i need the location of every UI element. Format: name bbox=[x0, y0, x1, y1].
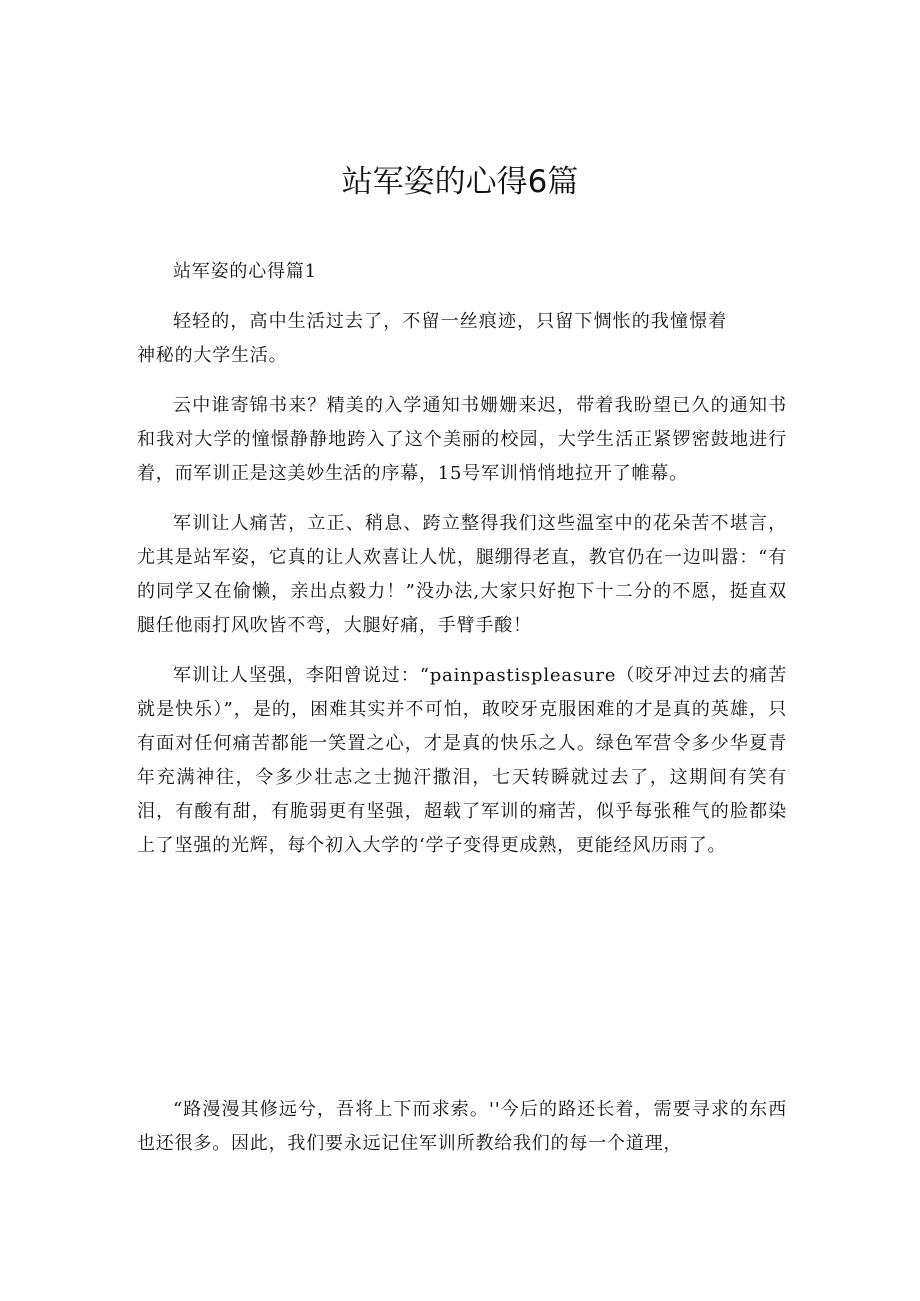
document-body-continued bbox=[137, 1093, 787, 1161]
document-body bbox=[137, 255, 787, 863]
section-heading: 站军姿的心得篇1 bbox=[173, 261, 317, 282]
paragraph-4: 军训让人坚强，李阳曾说过：“painpastispleasure（咬牙冲过去的痛苦就是快乐）”，是的，困难其实并不可怕，敢咬牙克服困难的才是真的英雄，只有面对任何痛苦都能一笑置之心，才是真的快乐之人。绿色军营令多少华夏青年充满神往，令多少壮志之士抛汗撒泪，七天转瞬就过去了，这期间有笑有泪，有酸有甜，有脆弱更有坚强，超载了军训的痛苦，似乎每张稚气的脸都染上了坚强的光辉，每个初入大学的‘学子变得更成熟，更能经风历雨了。 bbox=[137, 665, 787, 856]
document-title: 站军姿的心得6篇 bbox=[341, 164, 579, 200]
paragraph-3: 军训让人痛苦，立正、稍息、跨立整得我们这些温室中的花朵苦不堪言，尤其是站军姿，它真的让人欢喜让人忧，腿绷得老直，教官仍在一边叫嚣：“有的同学又在偷懒，亲出点毅力！”没办法,大家只好抱下十二分的不愿，挺直双腿任他雨打风吹皆不弯，大腿好痛，手臂手酸！ bbox=[137, 513, 787, 636]
paragraph-2: 云中谁寄锦书来？精美的入学通知书姗姗来迟，带着我盼望已久的通知书和我对大学的憧憬静静地跨入了这个美丽的校园，大学生活正紧锣密鼓地进行着，而军训正是这美妙生活的序幕，15号军训悄悄地拉开了帷幕。 bbox=[137, 395, 787, 484]
paragraph-5: “路漫漫其修远兮，吾将上下而求索。''今后的路还长着，需要寻求的东西也还很多。因此，我们要永远记住军训所教给我们的每一个道理， bbox=[137, 1099, 787, 1154]
paragraph-1: 轻轻的，高中生活过去了，不留一丝痕迹，只留下惆怅的我憧憬着神秘的大学生活。 bbox=[137, 311, 727, 366]
